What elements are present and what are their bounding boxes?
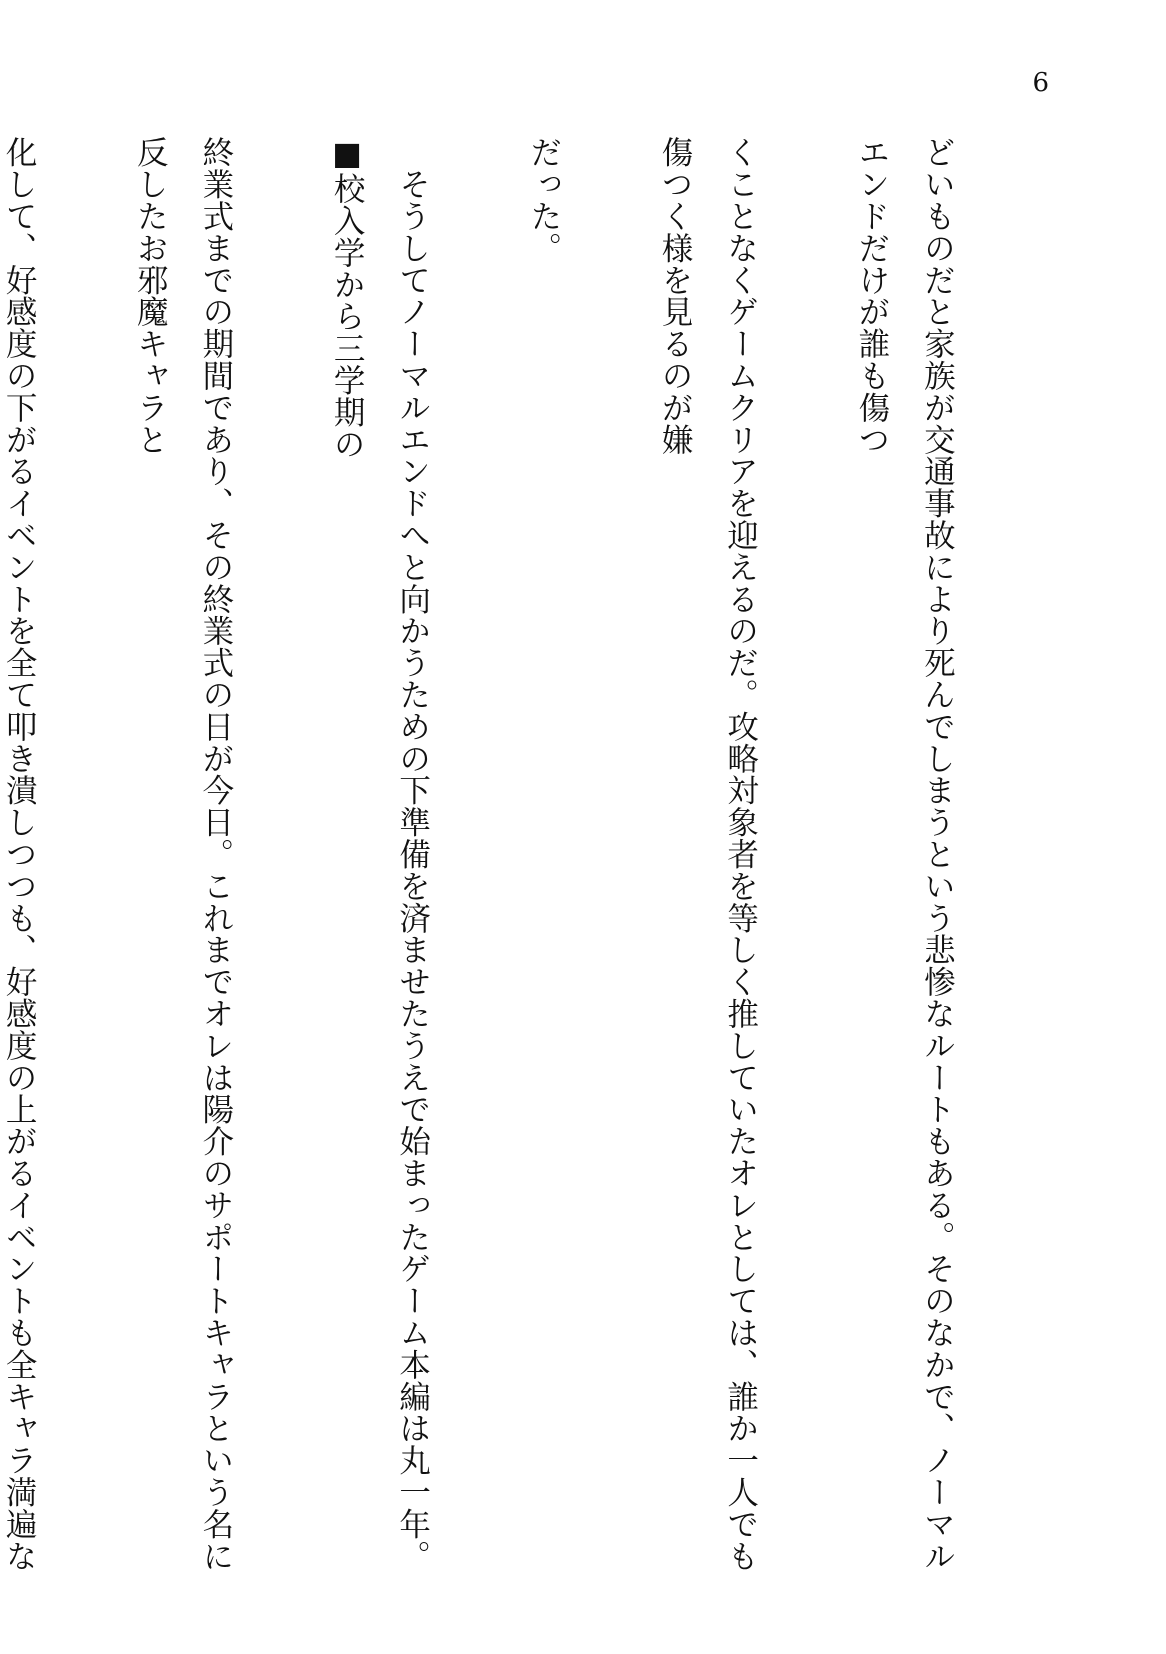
text-line: どいものだと家族が交通事故により死んでしまうという悲惨なルートもある。そのなかで、ノーマルエンドだけが誰も傷つ <box>853 136 956 1572</box>
text-line: 化して、好感度の下がるイベントを全て叩き潰しつつも、好感度の上がるイベントも全キャラ満遍な <box>1 136 38 1572</box>
text-line: くことなくゲームクリアを迎えるのだ。攻略対象者を等しく推していたオレとしては、誰か一人でも傷つく様を見るのが嫌 <box>657 136 759 1572</box>
text-line: だった。 <box>525 136 562 264</box>
page-number: 6 <box>1032 68 1049 98</box>
body-text <box>1 136 1035 1586</box>
text-line: 終業式までの期間であり、その終業式の日が今日。これまでオレは陽介のサポートキャラという名に反したお邪魔キャラと <box>132 136 234 1572</box>
text-line: そうしてノーマルエンドへと向かうための下準備を済ませたうえで始まったゲーム本編は丸一年。■校入学から三学期の <box>329 136 431 1572</box>
